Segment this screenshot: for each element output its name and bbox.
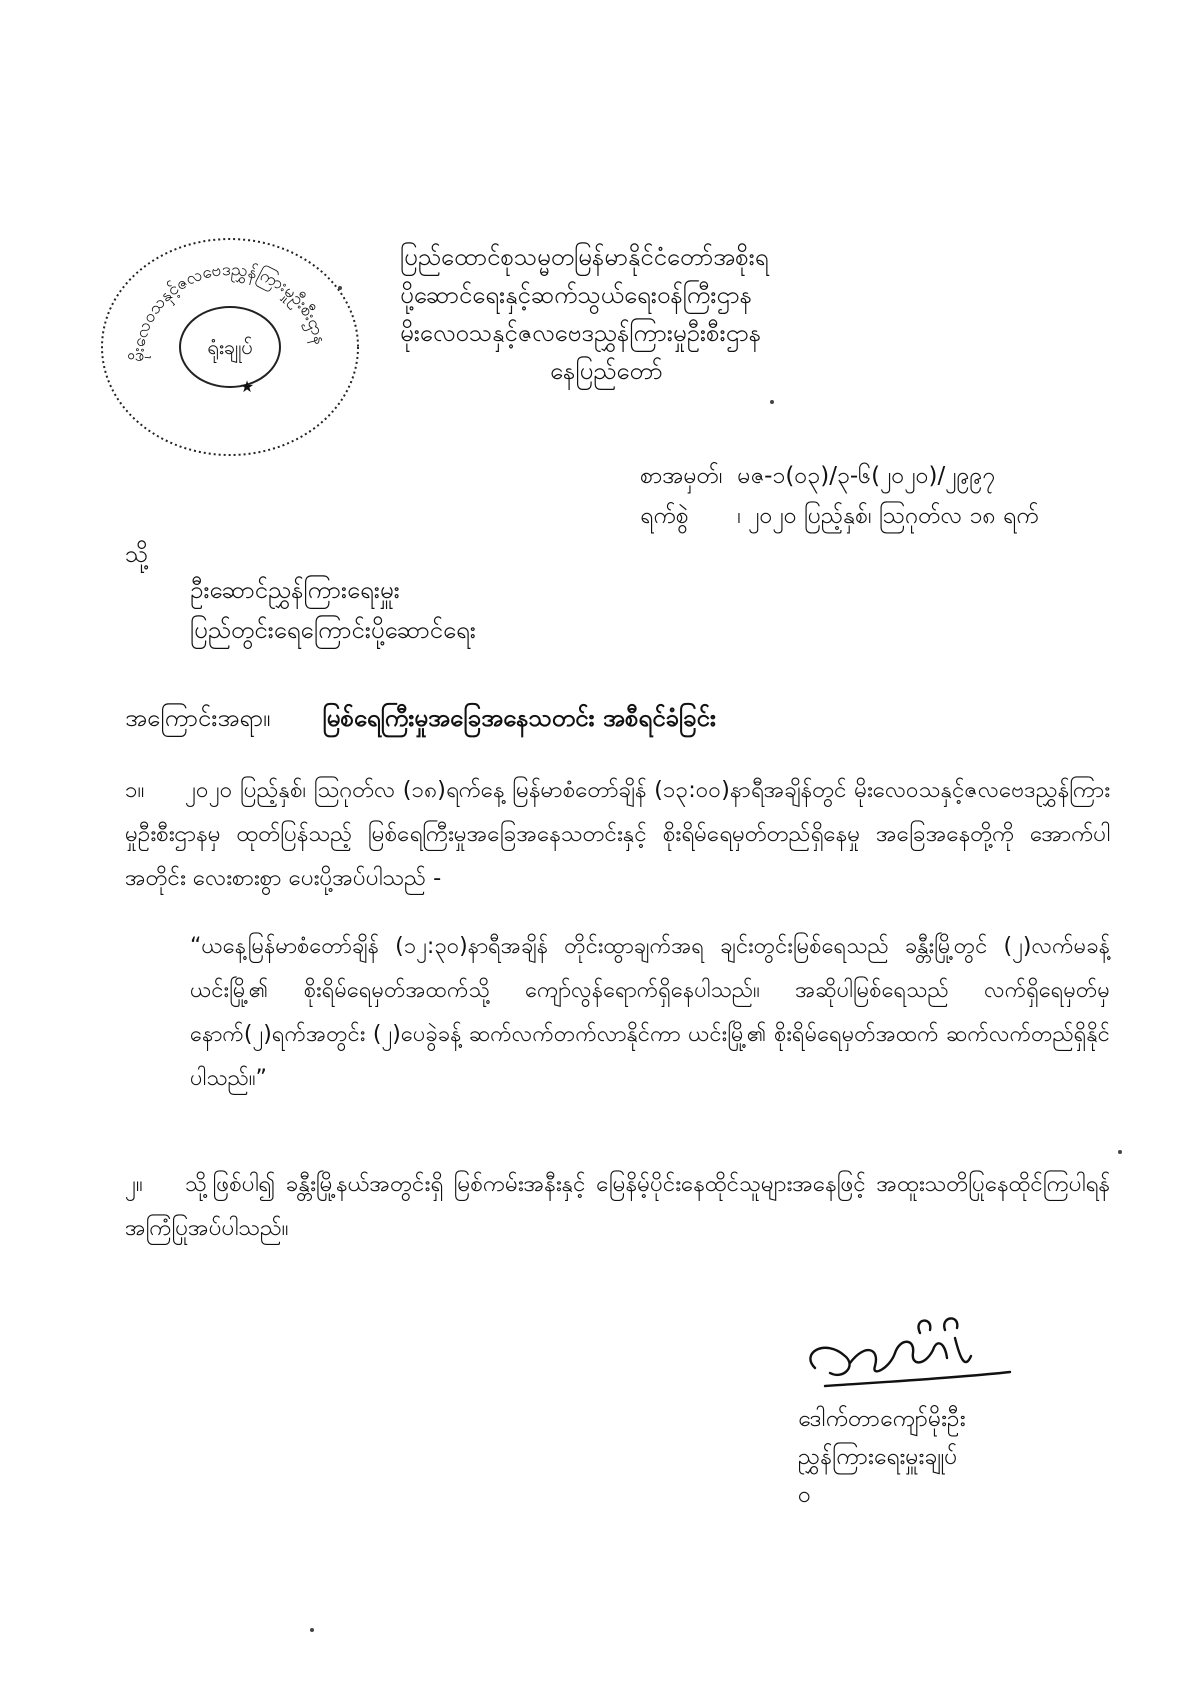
paragraph-2-number: ၂။ bbox=[125, 1171, 143, 1197]
to-label: သို့ bbox=[125, 540, 149, 568]
reference-block bbox=[640, 456, 1160, 536]
scan-speck bbox=[338, 286, 342, 290]
signer-title: ညွှန်ကြားရေးမှူးချုပ် bbox=[798, 1444, 958, 1470]
date-label: ရက်စွဲ bbox=[640, 503, 689, 529]
subject-label: အကြောင်းအရာ။ bbox=[125, 704, 271, 732]
letterhead-department: မိုးလေဝသနှင့်ဇလဗေဒညွှန်ကြားမှုဦးစီးဌာန bbox=[400, 319, 762, 347]
handwritten-signature bbox=[795, 1308, 1035, 1398]
scan-speck bbox=[1118, 1150, 1122, 1154]
scan-speck bbox=[770, 400, 774, 404]
scan-speck bbox=[310, 1628, 314, 1632]
recipient-block bbox=[190, 570, 476, 650]
seal-ring-text: မိုးလေဝသနှင့်ဇလဗေဒညွှန်ကြားမှုဦးစီးဌာန bbox=[127, 259, 331, 363]
letterhead-city: နေပြည်တော် bbox=[550, 357, 663, 385]
seal-star-icon: ★ bbox=[239, 377, 255, 396]
paragraph-2 bbox=[125, 1162, 1110, 1250]
paragraph-1-number: ၁။ bbox=[125, 777, 145, 803]
letter-number: မဇ-၁(၀၃)/၃-၆(၂၀၂၀)/၂၉၉၇ bbox=[737, 463, 996, 489]
paragraph-1-text: ၂၀၂၀ ပြည့်နှစ်၊ ဩဂုတ်လ (၁၈)ရက်နေ့ မြန်မာစံတော်ချိန် (၁၃:၀၀)နာရီအချိန်တွင် မိုးလေဝသနှင့်ဇလဗေဒညွှန်ကြားမှုဦးစီးဌာနမှ ထုတ်ပြန်သည့် မြစ်ရေကြီးမှုအခြေအနေသတင်းနှင့် စိုးရိမ်ရေမှတ်တည်ရှိနေမှု အခြေအနေတို့ကို အောက်ပါအတိုင်း လေးစားစွာ ပေးပို့အပ်ပါသည် - bbox=[125, 777, 1110, 891]
letterhead bbox=[400, 238, 1000, 390]
letter-date: ၊ ၂၀၂၀ ပြည့်နှစ်၊ ဩဂုတ်လ ၁၈ ရက် bbox=[737, 503, 1039, 529]
signer-block bbox=[798, 1400, 966, 1514]
recipient-title: ဦးဆောင်ညွှန်ကြားရေးမှူး bbox=[190, 576, 400, 604]
subject-line bbox=[125, 702, 1105, 738]
signer-name: ဒေါက်တာကျော်မိုးဦး bbox=[798, 1406, 966, 1432]
letterhead-ministry: ပို့ဆောင်ရေးနှင့်ဆက်သွယ်ရေးဝန်ကြီးဌာန bbox=[400, 281, 752, 309]
paragraph-1 bbox=[125, 768, 1110, 900]
letterhead-government: ပြည်ထောင်စုသမ္မတမြန်မာနိုင်ငံတော်အစိုးရ bbox=[400, 243, 769, 271]
subject-text: မြစ်ရေကြီးမှုအခြေအနေသတင်း အစီရင်ခံခြင်း bbox=[322, 704, 716, 732]
flood-bulletin-quote: “ယနေ့မြန်မာစံတော်ချိန် (၁၂:၃၀)နာရီအချိန် တိုင်းထွာချက်အရ ချင်းတွင်းမြစ်ရေသည် ခန္တီးမြို့တွင် (၂)လက်မခန့် ယင်းမြို့၏ စိုးရိမ်ရေမှတ်အထက်သို့ ကျော်လွန်ရောက်ရှိနေပါသည်။ အဆိုပါမြစ်ရေသည် လက်ရှိရေမှတ်မှ နောက်(၂)ရက်အတွင်း (၂)ပေခွဲခန့် ဆက်လက်တက်လာနိုင်ကာ ယင်းမြို့၏ စိုးရိမ်ရေမှတ်အထက် ဆက်လက်တည်ရှိနိုင်ပါသည်။” bbox=[190, 934, 1110, 1091]
paragraph-2-text: သို့ဖြစ်ပါ၍ ခန္တီးမြို့နယ်အတွင်းရှိ မြစ်ကမ်းအနီးနှင့် မြေနိမ့်ပိုင်းနေထိုင်သူများအနေဖြင့် အထူးသတိပြုနေထိုင်ကြပါရန် အကြံပြုအပ်ပါသည်။ bbox=[125, 1171, 1110, 1241]
date-row bbox=[640, 496, 1160, 536]
letter-number-label: စာအမှတ်၊ bbox=[640, 463, 723, 489]
seal-center-text: ရုံးချုပ် bbox=[207, 335, 253, 359]
department-seal bbox=[95, 232, 365, 457]
signer-extra-mark: ဝ bbox=[798, 1482, 811, 1508]
recipient-office: ပြည်တွင်းရေကြောင်းပို့ဆောင်ရေး bbox=[190, 616, 476, 644]
letter-number-row bbox=[640, 456, 1160, 496]
